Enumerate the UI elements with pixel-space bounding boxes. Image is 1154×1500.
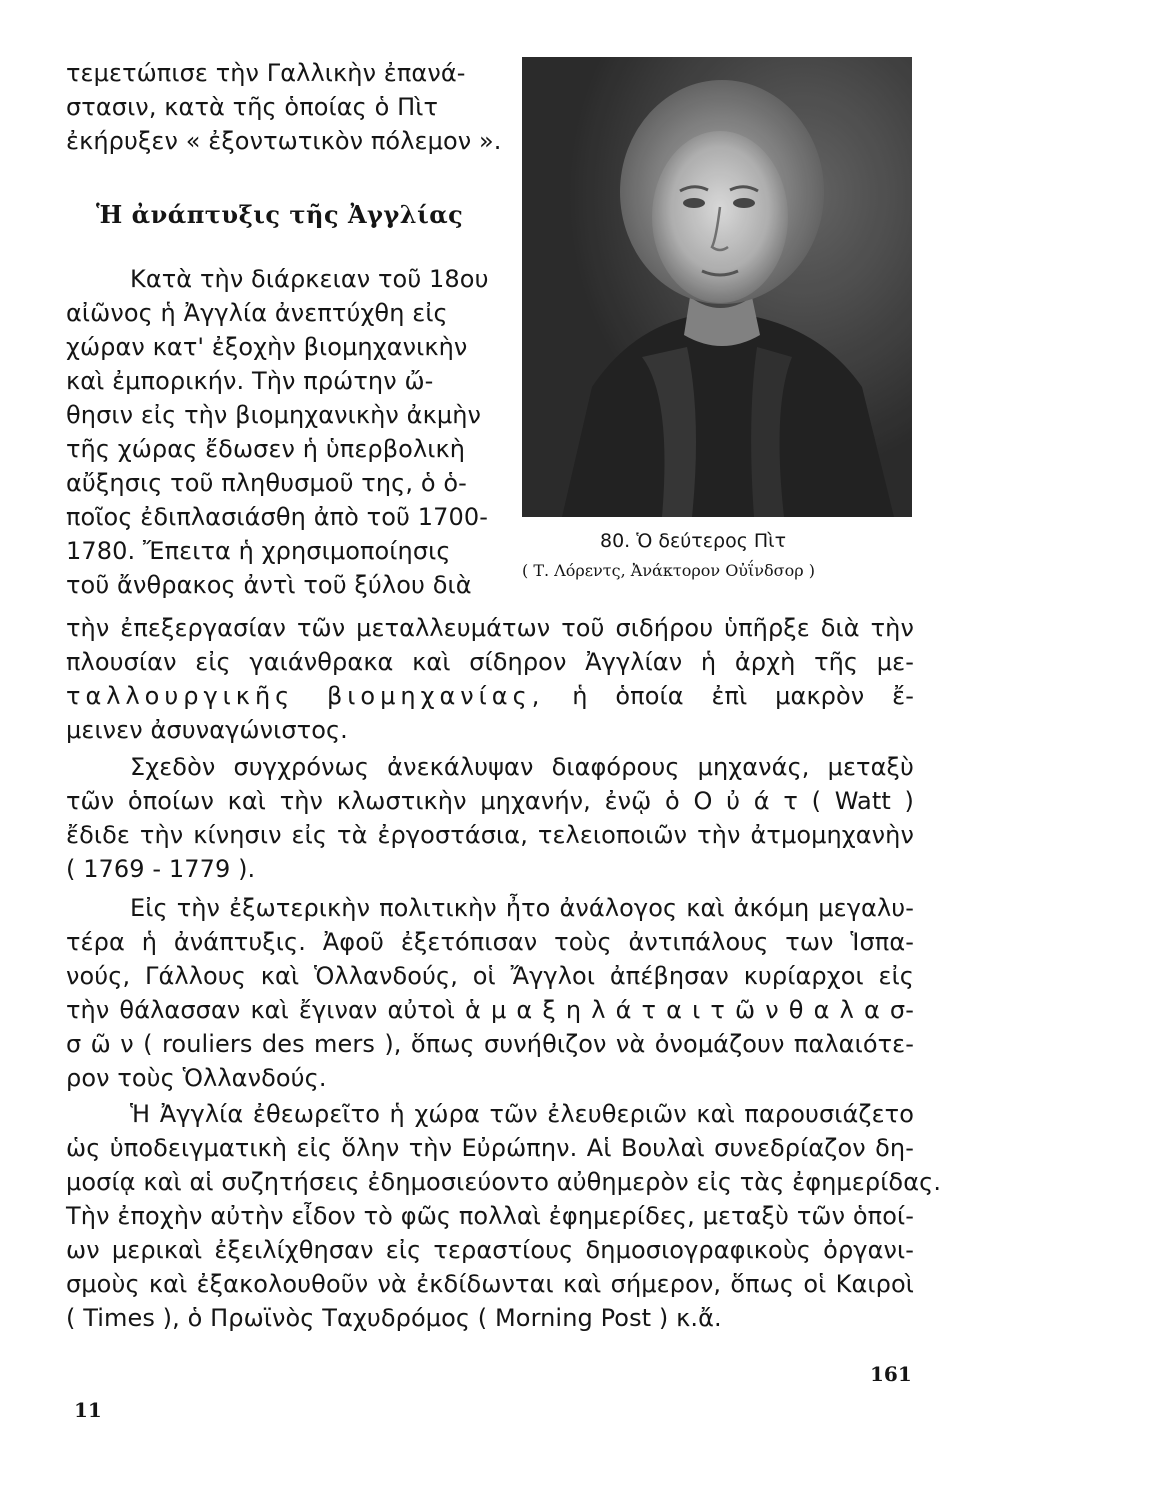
figure-caption-credit: ( Τ. Λόρεντς, Ἀνάκτορον Οὐΐνδσορ ) (522, 561, 815, 580)
text-line: τοῦ ἄνθρακος ἀντὶ τοῦ ξύλου διὰ (66, 571, 472, 599)
text-line: νούς, Γάλλους καὶ Ὁλλανδούς, οἱ Ἄγγλοι ἀπέβησαν κυρίαρχοι εἰς (66, 962, 914, 990)
spaced-term: ταλλουργικῆς βιομηχανίας, (66, 682, 545, 710)
text-line (66, 679, 914, 713)
text-line: αἰῶνος ἡ Ἀγγλία ἀνεπτύχθη εἰς (66, 299, 448, 327)
text-line: τὴν θάλασσαν καὶ ἔγιναν αὐτοὶ ἁ μ α ξ η λ ά τ α ι τ ῶ ν θ α λ α σ- (66, 996, 914, 1024)
text-line: καὶ ἐμπορικήν. Τὴν πρώτην ὤ- (66, 367, 434, 395)
text-line: πλουσίαν εἰς γαιάνθρακα καὶ σίδηρον Ἀγγλίαν ἡ ἀρχὴ τῆς με- (66, 648, 914, 676)
text-line: σμοὺς καὶ ἐξακολουθοῦν νὰ ἐκδίδωνται καὶ σήμερον, ὅπως οἱ Καιροὶ (66, 1270, 914, 1298)
text-line: τεμετώπισε τὴν Γαλλικὴν ἐπανά- (66, 59, 466, 87)
text-line: θησιν εἰς τὴν βιομηχανικὴν ἀκμὴν (66, 401, 482, 429)
text-line: ων μερικαὶ ἐξειλίχθησαν εἰς τεραστίους δημοσιογραφικοὺς ὀργανι- (66, 1236, 914, 1264)
text-line: μοσίᾳ καὶ αἱ συζητήσεις ἐδημοσιεύοντο αὐθημερὸν εἰς τὰς ἐφημερίδας. (66, 1168, 942, 1196)
text-fragment: ἡ ὁποία ἐπὶ μακρὸν ἔ- (572, 682, 914, 710)
text-line: σ ῶ ν ( rouliers des mers ), ὅπως συνήθιζον νὰ ὀνομάζουν παλαιότε- (66, 1030, 914, 1058)
text-line: ρον τοὺς Ὁλλανδούς. (66, 1064, 327, 1092)
text-line: τέρα ἡ ἀνάπτυξις. Ἀφοῦ ἐξετόπισαν τοὺς ἀντιπάλους των Ἱσπα- (66, 928, 914, 956)
text-line: τῆς χώρας ἔδωσεν ἡ ὑπερβολικὴ (66, 435, 466, 463)
text-line: ( Times ), ὁ Πρωϊνὸς Ταχυδρόμος ( Morning Post ) κ.ἄ. (66, 1304, 722, 1332)
text-line: ( 1769 - 1779 ). (66, 855, 256, 883)
text-line: τῶν ὁποίων καὶ τὴν κλωστικὴν μηχανήν, ἐνῷ ὁ Ο ὐ ά τ ( Watt ) (66, 787, 914, 815)
text-line: Κατὰ τὴν διάρκειαν τοῦ 18ου (130, 265, 489, 293)
text-line: αὔξησις τοῦ πληθυσμοῦ της, ὁ ὁ- (66, 469, 467, 497)
section-heading: Ἡ ἀνάπτυξις τῆς Ἀγγλίας (96, 200, 464, 229)
text-line: μεινεν ἀσυναγώνιστος. (66, 716, 348, 744)
text-line: τὴν ἐπεξεργασίαν τῶν μεταλλευμάτων τοῦ σιδήρου ὑπῆρξε διὰ τὴν (66, 614, 914, 642)
text-line: Ἡ Ἀγγλία ἐθεωρεῖτο ἡ χώρα τῶν ἐλευθεριῶν καὶ παρουσιάζετο (130, 1100, 914, 1128)
text-line: ποῖος ἐδιπλασιάσθη ἀπὸ τοῦ 1700- (66, 503, 488, 531)
signature-mark: 11 (74, 1398, 102, 1422)
text-line: χώραν κατ' ἐξοχὴν βιομηχανικὴν (66, 333, 468, 361)
page-number: 161 (870, 1362, 912, 1386)
figure-caption-title: 80. Ὁ δεύτερος Πὶτ (600, 530, 787, 552)
text-line: ἔδιδε τὴν κίνησιν εἰς τὰ ἐργοστάσια, τελειοποιῶν τὴν ἀτμομηχανὴν (66, 821, 914, 849)
text-line: Εἰς τὴν ἐξωτερικὴν πολιτικὴν ἦτο ἀνάλογος καὶ ἀκόμη μεγαλυ- (130, 894, 914, 922)
text-line: Σχεδὸν συγχρόνως ἀνεκάλυψαν διαφόρους μηχανάς, μεταξὺ (130, 753, 914, 781)
text-line: ἐκήρυξεν « ἐξοντωτικὸν πόλεμον ». (66, 127, 502, 155)
text-line: ὡς ὑποδειγματικὴ εἰς ὅλην τὴν Εὐρώπην. Αἱ Βουλαὶ συνεδρίαζον δη- (66, 1134, 914, 1162)
portrait-photo (522, 57, 912, 517)
text-line: Τὴν ἐποχὴν αὐτὴν εἶδον τὸ φῶς πολλαὶ ἐφημερίδες, μεταξὺ τῶν ὁποί- (66, 1202, 914, 1230)
text-line: στασιν, κατὰ τῆς ὁποίας ὁ Πὶτ (66, 93, 439, 121)
portrait-image (522, 57, 912, 517)
text-line: 1780. Ἔπειτα ἡ χρησιμοποίησις (66, 537, 451, 565)
